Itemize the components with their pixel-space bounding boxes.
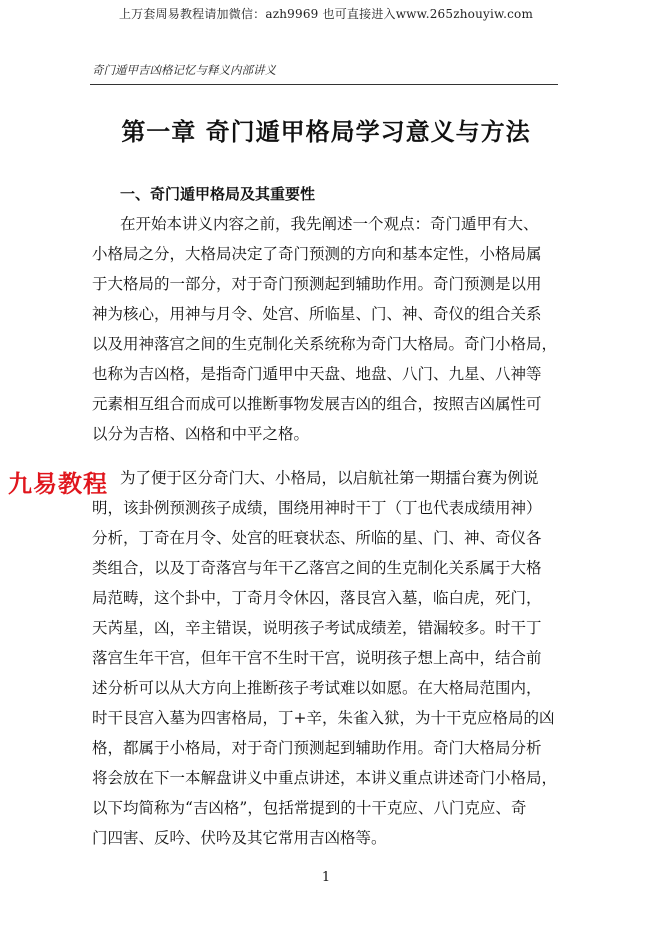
paragraph-line: 时干艮宫入墓为四害格局，丁+辛，朱雀入狱，为十干克应格局的凶 — [92, 709, 555, 727]
paragraph-line: 类组合，以及丁奇落宫与年干乙落宫之间的生克制化关系属于大格 — [92, 559, 542, 577]
chapter-title: 第一章 奇门遁甲格局学习意义与方法 — [121, 117, 531, 146]
running-header: 奇门遁甲吉凶格记忆与释义内部讲义 — [92, 63, 276, 77]
paragraph-line: 神为核心，用神与月令、处宫、所临星、门、神、奇仪的组合关系 — [92, 305, 542, 323]
paragraph-line: 以下均简称为“吉凶格”，包括常提到的十干克应、八门克应、奇 — [92, 799, 527, 817]
paragraph-line: 明，该卦例预测孩子成绩，围绕用神时干丁（丁也代表成绩用神） — [92, 499, 542, 517]
page-number: 1 — [321, 870, 331, 885]
paragraph-line: 格，都属于小格局，对于奇门预测起到辅助作用。奇门大格局分析 — [92, 739, 542, 757]
header-divider — [90, 84, 558, 85]
paragraph-line: 小格局之分，大格局决定了奇门预测的方向和基本定性，小格局属 — [92, 245, 542, 263]
paragraph-line: 元素相互组合而成可以推断事物发展吉凶的组合，按照吉凶属性可 — [92, 395, 542, 413]
paragraph-line: 天芮星，凶，辛主错误，说明孩子考试成绩差，错漏较多。时干丁 — [92, 619, 542, 637]
section-heading: 一、奇门遁甲格局及其重要性 — [120, 185, 316, 203]
paragraph-line: 在开始本讲义内容之前，我先阐述一个观点：奇门遁甲有大、 — [120, 215, 539, 233]
paragraph-line: 为了便于区分奇门大、小格局，以启航社第一期擂台赛为例说 — [120, 469, 539, 487]
paragraph-line: 将会放在下一本解盘讲义中重点讲述，本讲义重点讲述奇门小格局， — [92, 769, 558, 787]
paragraph-line: 于大格局的一部分，对于奇门预测起到辅助作用。奇门预测是以用 — [92, 275, 542, 293]
paragraph-line: 分析，丁奇在月令、处宫的旺衰状态、所临的星、门、神、奇仪各 — [92, 529, 542, 547]
paragraph-line: 也称为吉凶格，是指奇门遁甲中天盘、地盘、八门、九星、八神等 — [92, 365, 542, 383]
brand-stamp-logo: 九易教程 — [8, 470, 108, 498]
paragraph-line: 局范畴，这个卦中，丁奇月令休囚，落艮宫入墓，临白虎，死门， — [92, 589, 542, 607]
paragraph-line: 以分为吉格、凶格和中平之格。 — [92, 425, 310, 443]
paragraph-line: 落宫生年干宫，但年干宫不生时干宫，说明孩子想上高中，结合前 — [92, 649, 542, 667]
paragraph-line: 以及用神落宫之间的生克制化关系统称为奇门大格局。奇门小格局， — [92, 335, 558, 353]
paragraph-line: 述分析可以从大方向上推断孩子考试难以如愿。在大格局范围内， — [92, 679, 542, 697]
watermark-text: 上万套周易教程请加微信：azh9969 也可直接进入www.265zhouyiw.com — [118, 7, 534, 21]
paragraph-line: 门四害、反吟、伏吟及其它常用吉凶格等。 — [92, 829, 387, 847]
